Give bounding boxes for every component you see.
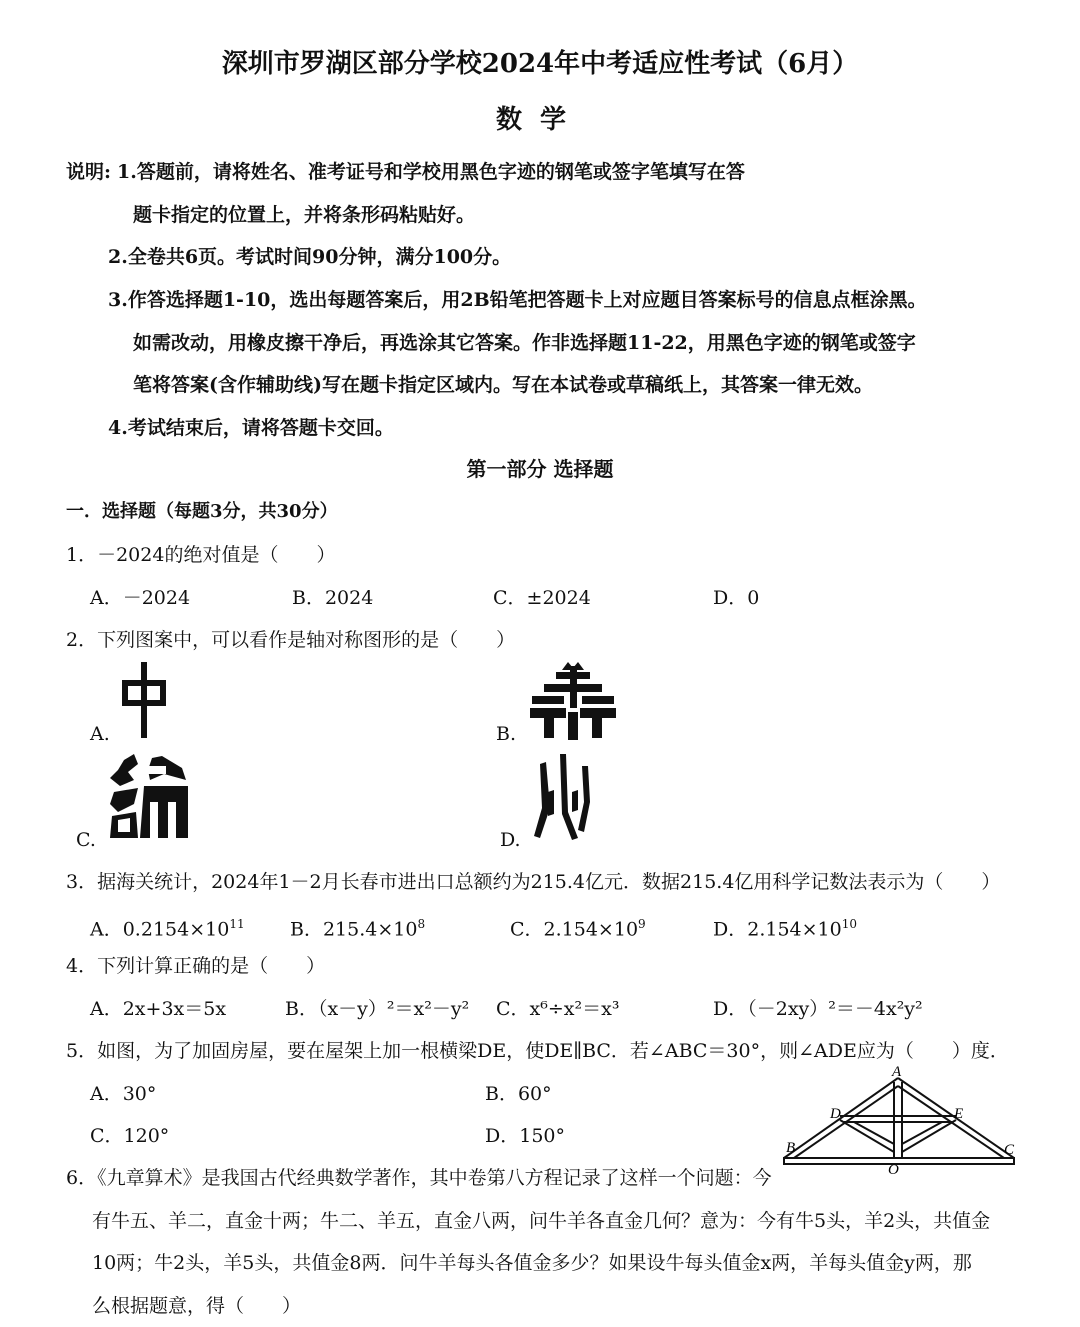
- q4-option-c: C．x⁶÷x²＝x³: [496, 998, 620, 1020]
- q6-line-2: 有牛五、羊二，直金十两；牛二、羊五，直金八两，问牛羊各直金几何？意为：今有牛5头，羊2头，共值金: [92, 1210, 991, 1232]
- q5-option-d: D．150°: [485, 1125, 565, 1147]
- q2-option-c: C.: [76, 829, 96, 851]
- subject-title: 数学: [495, 105, 584, 135]
- instruction-line-7: 4.考试结束后，请将答题卡交回。: [108, 417, 394, 439]
- glyph-fire-image: [532, 752, 594, 844]
- figure-label-e: E: [954, 1106, 964, 1122]
- section-title: 一．选择题（每题3分，共30分）: [66, 501, 338, 522]
- instructions-lead: 说明:: [66, 161, 112, 183]
- q2-option-a: A.: [90, 723, 110, 745]
- q6-line-4: 么根据题意，得（ ）: [92, 1295, 302, 1317]
- q3-option-c: C．$2.154\times 10^9$: [510, 917, 646, 941]
- q3-option-a: A．$0.2154\times 10^{11}$: [90, 917, 245, 941]
- instruction-line-2: 题卡指定的位置上，并将条形码粘贴好。: [133, 204, 476, 226]
- q5-stem: 5．如图，为了加固房屋，要在屋架上加一根横梁DE，使DE∥BC．若∠ABC＝30°，则∠ADE应为（ ）度．: [66, 1040, 1009, 1062]
- figure-label-o: O: [888, 1162, 899, 1176]
- q2-option-b: B.: [496, 723, 517, 745]
- q3-option-d: D．$2.154\times 10^{10}$: [713, 917, 858, 941]
- q6-line-3: 10两；牛2头，羊5头，共值金8两．问牛羊每头各值金多少？如果设牛每头值金x两，羊每头值金y两，那: [92, 1252, 972, 1274]
- q2-stem: 2．下列图案中，可以看作是轴对称图形的是（ ）: [66, 629, 516, 651]
- glyph-ornate-image: [526, 660, 620, 742]
- part-title: 第一部分 选择题: [466, 457, 614, 481]
- q1-option-c: C．±2024: [493, 587, 591, 609]
- glyph-zhong-image: [118, 660, 170, 740]
- instruction-line-5: 如需改动，用橡皮擦干净后，再选涂其它答案。作非选择题11-22，用黑色字迹的钢笔或签字: [133, 332, 916, 354]
- figure-label-b: B: [786, 1140, 796, 1156]
- instruction-line-6: 笔将答案(含作辅助线)写在题卡指定区域内。写在本试卷或草稿纸上，其答案一律无效。: [133, 374, 873, 396]
- q5-option-a: A．30°: [90, 1083, 157, 1105]
- exam-title: 深圳市罗湖区部分学校2024年中考适应性考试（6月）: [221, 49, 859, 79]
- q1-stem: 1．－2024的绝对值是（ ）: [66, 544, 336, 566]
- q1-option-a: A．－2024: [90, 587, 191, 609]
- q6-line-1: 6．《九章算术》是我国古代经典数学著作，其中卷第八方程记录了这样一个问题：今: [66, 1167, 772, 1189]
- q4-option-a: A．2x+3x＝5x: [90, 998, 227, 1020]
- roof-truss-figure: [780, 1064, 1020, 1176]
- figure-label-c: C: [1004, 1142, 1015, 1158]
- glyph-dragon-image: [104, 752, 190, 842]
- figure-label-d: D: [830, 1106, 841, 1122]
- q3-stem: 3．据海关统计，2024年1－2月长春市进出口总额约为215.4亿元．数据215.4亿用科学记数法表示为（ ）: [66, 871, 1001, 893]
- q1-option-b: B．2024: [292, 587, 374, 609]
- instruction-line-3: 2.全卷共6页。考试时间90分钟，满分100分。: [108, 246, 512, 268]
- q4-option-d: D．（－2xy）²＝－4x²y²: [713, 998, 923, 1020]
- figure-label-a: A: [892, 1064, 902, 1080]
- instruction-line-1: 1.答题前，请将姓名、准考证号和学校用黑色字迹的钢笔或签字笔填写在答: [117, 161, 745, 183]
- q1-option-d: D．0: [713, 587, 760, 609]
- q2-option-d: D.: [500, 829, 521, 851]
- q3-option-b: B．$215.4\times 10^8$: [290, 917, 426, 941]
- instruction-line-4: 3.作答选择题1-10，选出每题答案后，用2B铅笔把答题卡上对应题目答案标号的信息点框涂黑。: [108, 289, 927, 311]
- q4-stem: 4．下列计算正确的是（ ）: [66, 955, 326, 977]
- q4-option-b: B．（x－y）²＝x²－y²: [285, 998, 470, 1020]
- q5-option-b: B．60°: [485, 1083, 552, 1105]
- q5-option-c: C．120°: [90, 1125, 170, 1147]
